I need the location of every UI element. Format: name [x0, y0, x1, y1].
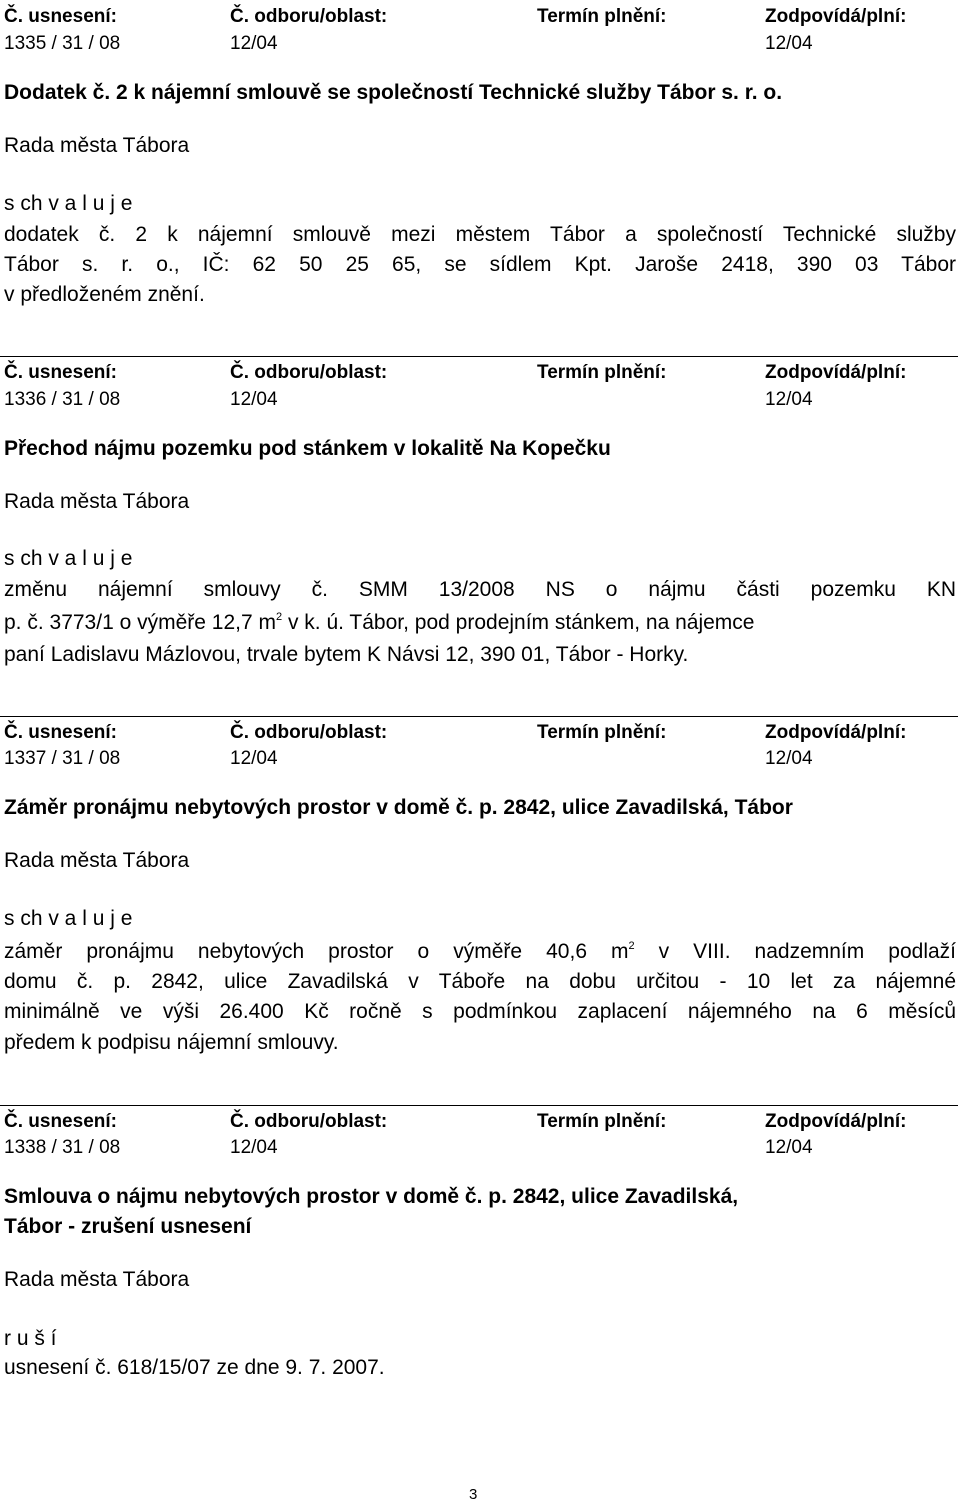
council-name: Rada města Tábora [4, 134, 190, 157]
label-zodpovida: Zodpovídá/plní: [765, 1111, 907, 1132]
label-zodpovida: Zodpovídá/plní: [765, 722, 907, 743]
zodpovida-value: 12/04 [765, 389, 813, 410]
resolution-verb: s ch v a l u j e [4, 547, 133, 570]
label-termin: Termín plnění: [537, 1111, 667, 1132]
resolution-text-line: usnesení č. 618/15/07 ze dne 9. 7. 2007. [4, 1356, 385, 1379]
label-usneseni: Č. usnesení: [4, 362, 117, 383]
resolution-text-line: v předloženém znění. [4, 283, 205, 306]
resolution-text-line: paní Ladislavu Mázlovou, trvale bytem K Návsi 12, 390 01, Tábor - Horky. [4, 643, 689, 666]
resolution-title: Dodatek č. 2 k nájemní smlouvě se společností Technické služby Tábor s. r. o. [4, 81, 783, 104]
label-odbor: Č. odboru/oblast: [230, 722, 388, 743]
section-divider [0, 356, 958, 357]
odbor-value: 12/04 [230, 389, 278, 410]
resolution-text-line: minimálně ve výši 26.400 Kč ročně s podmínkou zaplacení nájemného na 6 měsíců [4, 1000, 956, 1023]
resolution-text-line: záměr pronájmu nebytových prostor o výměře 40,6 $m^2$ v VIII. nadzemním podlaží [4, 940, 956, 963]
resolution-text-line: předem k podpisu nájemní smlouvy. [4, 1031, 339, 1054]
page-number: 3 [469, 1486, 478, 1503]
label-odbor: Č. odboru/oblast: [230, 6, 388, 27]
resolution-number: 1335 / 31 / 08 [4, 33, 121, 54]
superscript: 2 [628, 940, 635, 952]
resolution-text-line: dodatek č. 2 k nájemní smlouvě mezi městem Tábor a společností Technické služby [4, 223, 956, 246]
resolution-text-line: domu č. p. 2842, ulice Zavadilská v Táboře na dobu určitou - 10 let za nájemné [4, 970, 956, 993]
resolution-title: Záměr pronájmu nebytových prostor v domě č. p. 2842, ulice Zavadilská, Tábor [4, 796, 793, 819]
resolution-number: 1336 / 31 / 08 [4, 389, 121, 410]
resolution-text-line: Tábor s. r. o., IČ: 62 50 25 65, se sídlem Kpt. Jaroše 2418, 390 03 Tábor [4, 253, 956, 276]
resolution-number: 1338 / 31 / 08 [4, 1137, 121, 1158]
odbor-value: 12/04 [230, 1137, 278, 1158]
resolution-title: Smlouva o nájmu nebytových prostor v domě č. p. 2842, ulice Zavadilská, [4, 1185, 739, 1208]
section-divider [0, 716, 958, 717]
label-zodpovida: Zodpovídá/plní: [765, 6, 907, 27]
odbor-value: 12/04 [230, 33, 278, 54]
superscript: 2 [275, 611, 283, 623]
council-name: Rada města Tábora [4, 1268, 190, 1291]
zodpovida-value: 12/04 [765, 1137, 813, 1158]
resolution-verb: r u š í [4, 1327, 57, 1350]
label-zodpovida: Zodpovídá/plní: [765, 362, 907, 383]
label-termin: Termín plnění: [537, 6, 667, 27]
label-usneseni: Č. usnesení: [4, 1111, 117, 1132]
resolution-text-line: změnu nájemní smlouvy č. SMM 13/2008 NS o nájmu části pozemku KN [4, 578, 956, 601]
label-termin: Termín plnění: [537, 362, 667, 383]
resolution-title: Přechod nájmu pozemku pod stánkem v lokalitě Na Kopečku [4, 437, 611, 460]
zodpovida-value: 12/04 [765, 33, 813, 54]
label-odbor: Č. odboru/oblast: [230, 1111, 388, 1132]
resolution-text-line: p. č. 3773/1 o výměře 12,7 $m^2$ v k. ú. Tábor, pod prodejním stánkem, na nájemce [4, 611, 755, 634]
resolution-verb: s ch v a l u j e [4, 907, 133, 930]
resolution-verb: s ch v a l u j e [4, 192, 133, 215]
council-name: Rada města Tábora [4, 849, 190, 872]
label-usneseni: Č. usnesení: [4, 722, 117, 743]
resolution-title: Tábor - zrušení usnesení [4, 1215, 252, 1238]
council-name: Rada města Tábora [4, 490, 190, 513]
label-usneseni: Č. usnesení: [4, 6, 117, 27]
odbor-value: 12/04 [230, 748, 278, 769]
label-odbor: Č. odboru/oblast: [230, 362, 388, 383]
resolution-number: 1337 / 31 / 08 [4, 748, 121, 769]
section-divider [0, 1105, 958, 1106]
label-termin: Termín plnění: [537, 722, 667, 743]
zodpovida-value: 12/04 [765, 748, 813, 769]
